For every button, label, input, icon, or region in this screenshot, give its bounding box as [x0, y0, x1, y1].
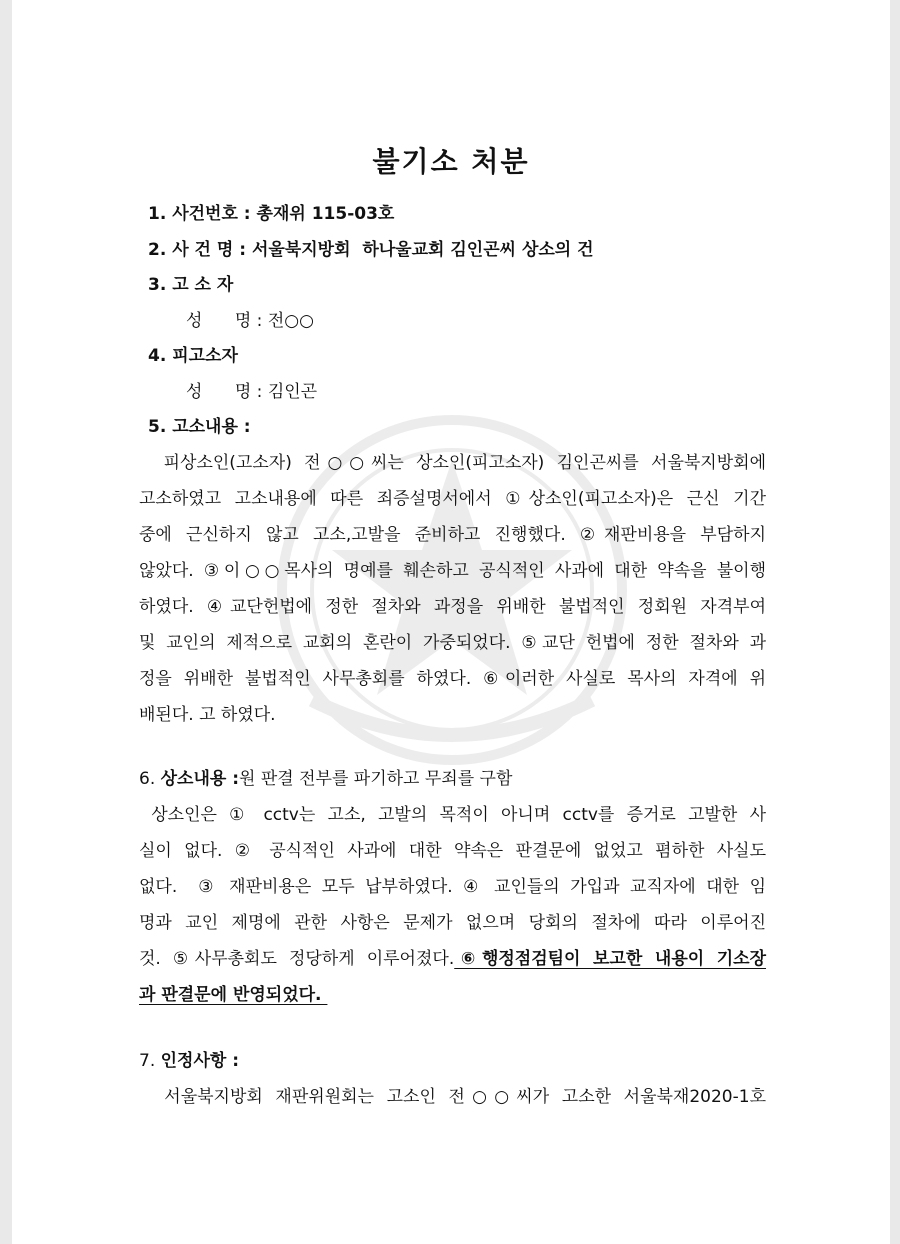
accused-name-value: 김인곤: [267, 382, 318, 402]
document-body: [12, 0, 890, 1244]
complaint-line: 중에 근신하지 않고 고소,고발을 준비하고 진행했다. ②재판비용을 부담하지: [139, 525, 766, 545]
complaint-line: 배된다. 고 하였다.: [139, 705, 276, 725]
case-number-row: [148, 202, 394, 226]
case-name-value: 서울북지방회 하나울교회 김인곤씨 상소의 건: [251, 240, 594, 260]
document-title: 불기소 처분: [372, 145, 530, 178]
appeal-line: 명과 교인 제명에 관한 사항은 문제가 없으며 당회의 절차에 따라 이루어진: [139, 913, 766, 933]
findings-heading: [139, 1049, 239, 1073]
appeal-summary: 원 판결 전부를 파기하고 무죄를 구함: [239, 769, 513, 789]
accuser-label: 3. 고 소 자: [148, 275, 234, 295]
complaint-paragraph: [139, 445, 766, 733]
appeal-label: 상소내용 :: [160, 769, 240, 789]
case-name-row: [148, 238, 594, 262]
appeal-line: 상소인은 ① cctv는 고소, 고발의 목적이 아니며 cctv를 증거로 고발한 사: [139, 805, 766, 825]
appeal-line: [139, 977, 766, 1013]
accused-heading: [148, 344, 238, 368]
document-page: [12, 0, 890, 1244]
accuser-heading: [148, 273, 233, 297]
complaint-heading: [148, 415, 251, 439]
appeal-line6-emphasis: 과 판결문에 반영되었다.: [139, 985, 328, 1005]
accused-label: 4. 피고소자: [148, 346, 238, 366]
complaint-line: 고소하였고 고소내용에 따른 죄증설명서에서 ①상소인(피고소자)은 근신 기간: [139, 489, 766, 509]
accuser-name-row: [186, 309, 314, 333]
case-name-label: 2. 사 건 명 :: [148, 240, 252, 260]
case-number-label: 1. 사건번호 :: [148, 204, 257, 224]
appeal-line: [139, 941, 766, 977]
accuser-name-value: 전○○: [267, 311, 314, 331]
complaint-line: 하였다. ④교단헌법에 정한 절차와 과정을 위배한 불법적인 정회원 자격부여: [139, 597, 766, 617]
findings-line: 서울북지방회 재판위원회는 고소인 전○○씨가 고소한 서울북재2020-1호: [139, 1087, 766, 1107]
appeal-line: 실이 없다. ② 공식적인 사과에 대한 약속은 판결문에 없었고 폄하한 사실도: [139, 841, 766, 861]
appeal-heading: [139, 767, 512, 791]
appeal-num: 6.: [139, 769, 161, 789]
appeal-paragraph: [139, 797, 766, 1013]
findings-paragraph: [139, 1079, 766, 1115]
accused-name-label: 성 명 :: [186, 382, 268, 402]
complaint-label: 5. 고소내용 :: [148, 417, 251, 437]
findings-num: 7.: [139, 1051, 161, 1071]
appeal-line: 없다. ③ 재판비용은 모두 납부하였다. ④ 교인들의 가입과 교직자에 대한 임: [139, 877, 766, 897]
accuser-name-label: 성 명 :: [186, 311, 268, 331]
complaint-line: 피상소인(고소자) 전○○씨는 상소인(피고소자) 김인곤씨를 서울북지방회에: [139, 453, 766, 473]
complaint-line: 않았다. ③이○○목사의 명예를 훼손하고 공식적인 사과에 대한 약속을 불이행: [139, 561, 766, 581]
findings-label: 인정사항 :: [160, 1051, 240, 1071]
appeal-line5-plain: 것. ⑤사무총회도 정당하게 이루어졌다.: [139, 949, 455, 969]
accused-name-row: [186, 380, 317, 404]
complaint-line: 정을 위배한 불법적인 사무총회를 하였다. ⑥이러한 사실로 목사의 자격에 위: [139, 669, 766, 689]
case-number-value: 총재위 115-03호: [256, 204, 395, 224]
complaint-line: 및 교인의 제적으로 교회의 혼란이 가중되었다. ⑤교단 헌법에 정한 절차와 과: [139, 633, 766, 653]
appeal-line5-emphasis: ⑥행정점검팀이 보고한 내용이 기소장: [454, 949, 767, 969]
